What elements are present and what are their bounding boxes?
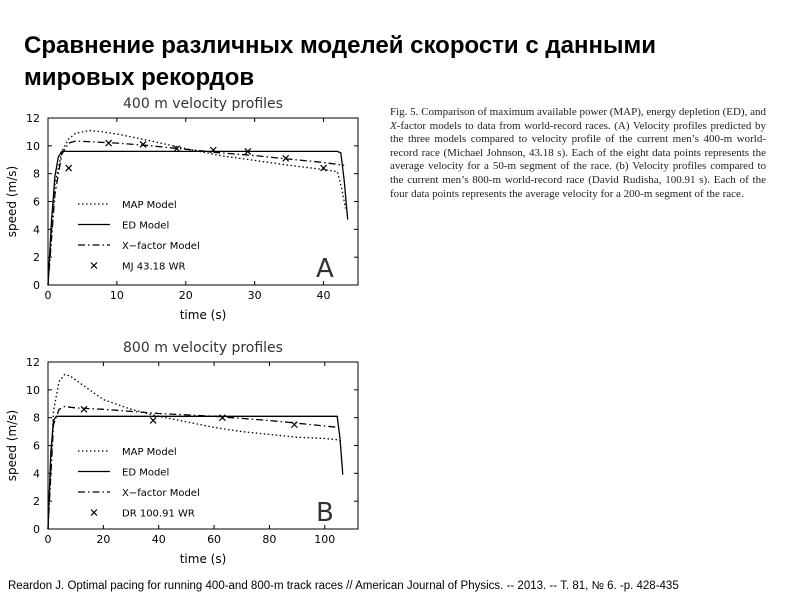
data-point-x-marker [291,422,297,428]
y-tick-label: 0 [33,279,40,292]
data-point-x-marker [140,141,146,147]
y-tick-label: 12 [26,112,40,125]
caption-fig-label: Fig. 5. [390,106,419,118]
chart-title: 800 m velocity profiles [123,340,283,356]
legend-label: MJ 43.18 WR [122,261,186,273]
figure-caption [390,106,766,201]
legend-label: ED Model [122,220,170,232]
x-tick-label: 20 [96,533,111,546]
x-tick-label: 40 [151,533,166,546]
reference-citation: Reardon J. Optimal pacing for running 400-and 800-m track races // American Journal of Physics. -- 2013. -- Т. 81, № 6. -р. 428-435 [8,580,679,592]
x-tick-label: 0 [44,289,52,302]
y-tick-label: 6 [33,195,40,209]
y-tick-label: 4 [33,467,40,481]
x-tick-label: 10 [109,289,124,302]
y-axis-label: speed (m/s) [5,409,19,482]
x-axis-label: time (s) [179,552,227,566]
x-axis-label: time (s) [179,308,227,322]
panel-letter: A [316,254,334,284]
caption-text-1: Comparison of maximum available power (MAP), energy depletion (ED), and [418,106,766,118]
caption-x-italic: X [390,119,397,132]
x-tick-label: 100 [314,533,336,546]
data-point-x-marker [219,415,225,421]
legend-label: X−factor Model [122,488,200,499]
x-tick-label: 60 [207,533,222,546]
y-tick-label: 10 [26,383,40,397]
data-point-x-marker [81,406,87,412]
slide-title: Сравнение различных моделей скорости с данными мировых рекордов [24,32,656,91]
legend-label: ED Model [122,467,170,479]
data-point-x-marker [106,140,112,146]
x-tick-label: 80 [262,533,277,546]
x-tick-label: 30 [247,289,262,302]
y-tick-label: 8 [33,167,40,181]
y-tick-label: 4 [33,223,40,237]
chart-title: 400 m velocity profiles [123,96,283,112]
y-tick-label: 10 [26,139,40,153]
data-point-x-marker [321,165,327,171]
legend-x-marker [91,263,97,269]
y-tick-label: 6 [33,439,40,453]
y-tick-label: 0 [33,523,40,536]
y-axis-label: speed (m/s) [5,165,19,238]
y-tick-label: 2 [33,251,40,265]
caption-text-2: -factor models to data from world-record races. (A) Velocity profiles predicted by the three models compared to velocity profile of the current men’s 400-m world-record race (Michael Johnson, 43.18 s). Each of the eight data points represents the average velocity for a 50-m segment of the race. (b) Velocity profiles compared to the current men’s 800-m world-record race (David Rudisha, 100.91 s). Each of the four data points represents the average velocity for a 200-m segment of the race. [390,119,766,200]
plot-frame [48,362,358,529]
y-tick-label: 12 [26,356,40,369]
legend-label: DR 100.91 WR [122,508,195,520]
plot-frame [48,118,358,285]
legend-label: X−factor Model [122,241,200,252]
series-line-dotted [48,131,346,286]
x-tick-label: 0 [44,533,52,546]
panel-letter: B [316,498,334,528]
x-tick-label: 20 [178,289,193,302]
chart-800m-velocity [0,338,380,573]
y-tick-label: 8 [33,411,40,425]
legend-x-marker [91,510,97,516]
data-point-x-marker [150,417,156,423]
x-tick-label: 40 [316,289,331,302]
data-point-x-marker [66,165,72,171]
series-line-solid [48,416,343,529]
y-tick-label: 2 [33,495,40,509]
series-line-dotted [48,375,341,530]
chart-400m-velocity [0,94,380,329]
legend-label: MAP Model [122,200,177,211]
legend-label: MAP Model [122,447,177,458]
